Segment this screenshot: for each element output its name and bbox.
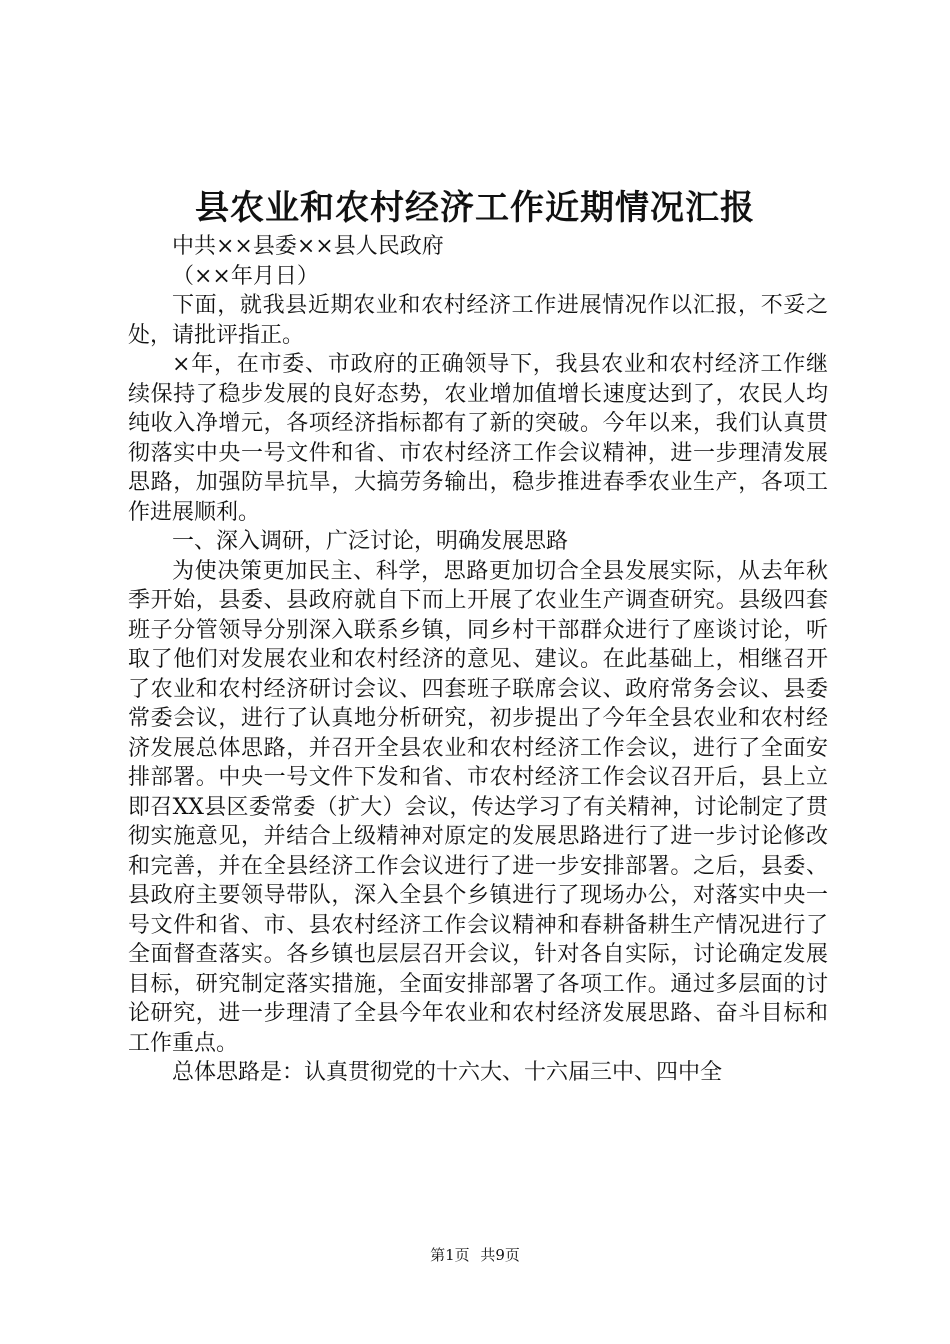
page-footer: [0, 1245, 950, 1265]
page-total: 共9页: [480, 1246, 520, 1264]
paragraph-intro: 下面，就我县近期农业和农村经济工作进展情况作以汇报，不妥之处，请批评指正。: [128, 293, 828, 348]
paragraph-overview: ×年，在市委、市政府的正确领导下，我县农业和农村经济工作继续保持了稳步发展的良好态势，农业增加值增长速度达到了，农民人均纯收入净增元，各项经济指标都有了新的突破。今年以来，我们认真贯彻落实中央一号文件和省、市农村经济工作会议精神，进一步理清发展思路，加强防旱抗旱，大搞劳务输出，稳步推进春季农业生产，各项工作进展顺利。: [128, 352, 828, 525]
page-number: 第1页: [430, 1246, 470, 1264]
paragraph-issuer: 中共××县委××县人民政府: [172, 234, 444, 259]
section-heading-1: 一、深入调研，广泛讨论，明确发展思路: [172, 529, 569, 554]
document-body: [128, 232, 828, 1088]
paragraph-research: 为使决策更加民主、科学，思路更加切合全县发展实际，从去年秋季开始，县委、县政府就自下而上开展了农业生产调查研究。县级四套班子分管领导分别深入联系乡镇，同乡村干部群众进行了座谈讨论，听取了他们对发展农业和农村经济的意见、建议。在此基础上，相继召开了农业和农村经济研讨会议、四套班子联席会议、政府常务会议、县委常委会议，进行了认真地分析研究，初步提出了今年全县农业和农村经济发展总体思路，并召开全县农业和农村经济工作会议，进行了全面安排部署。中央一号文件下发和省、市农村经济工作会议召开后，县上立即召XX县区委常委（扩大）会议，传达学习了有关精神，讨论制定了贯彻实施意见，并结合上级精神对原定的发展思路进行了进一步讨论修改和完善，并在全县经济工作会议进行了进一步安排部署。之后，县委、县政府主要领导带队，深入全县个乡镇进行了现场办公，对落实中央一号文件和省、市、县农村经济工作会议精神和春耕备耕生产情况进行了全面督查落实。各乡镇也层层召开会议，针对各自实际，讨论确定发展目标，研究制定落实措施，全面安排部署了各项工作。通过多层面的讨论研究，进一步理清了全县今年农业和农村经济发展思路、奋斗目标和工作重点。: [128, 558, 828, 1056]
document-title: 县农业和农村经济工作近期情况汇报: [195, 188, 755, 228]
paragraph-general-approach: 总体思路是：认真贯彻党的十六大、十六届三中、四中全: [172, 1060, 723, 1085]
paragraph-date: （××年月日）: [172, 263, 319, 289]
